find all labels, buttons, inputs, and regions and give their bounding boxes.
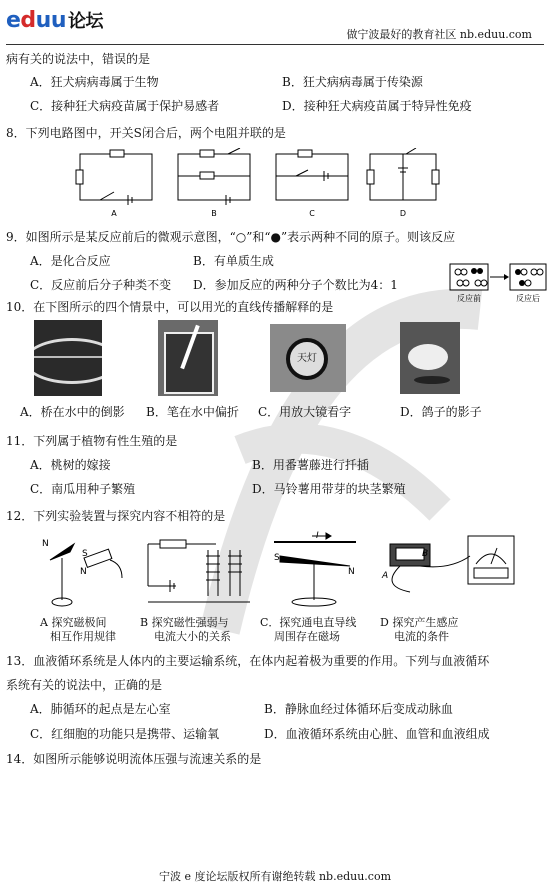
q8-circuit-diagrams (70, 148, 450, 220)
experiment-b (148, 540, 250, 602)
q13-option-c: C．红细胞的功能只是携带、运输氧 (30, 727, 220, 741)
q14-stem: 14．如图所示能够说明流体压强与流速关系的是 (6, 752, 262, 766)
q10-photo-magnifier (270, 324, 346, 392)
exp-d-mark-b: B (422, 549, 429, 559)
q13-stem-line1: 13．血液循环系统是人体内的主要运输系统，在体内起着极为重要的作用。下列与血液循环 (6, 654, 490, 668)
q11-option-b: B．用番薯藤进行扦插 (252, 458, 369, 472)
q7-option-d: D．接种狂犬病疫苗属于特异性免疫 (282, 99, 472, 113)
q12-caption-c (260, 616, 356, 644)
q12-caption-d-line2: 电流的条件 (394, 630, 449, 643)
q10-caption-d: D．鸽子的影子 (400, 405, 482, 419)
q9-stem: 9．如图所示是某反应前后的微观示意图，“○”和“●”表示两种不同的原子。则该反应 (6, 230, 456, 244)
q9-option-a: A．是化合反应 (30, 254, 111, 268)
circuit-d (367, 148, 439, 200)
q12-caption-d (380, 616, 458, 644)
exp-a-mark-n: N (42, 539, 49, 549)
q12-stem: 12．下列实验装置与探究内容不相符的是 (6, 509, 226, 523)
q13-option-b: B．静脉血经过体循环后变成动脉血 (264, 702, 453, 716)
exp-c-mark-s: S (274, 553, 280, 563)
header-tagline: 做宁波最好的教育社区 nb.eduu.com (346, 28, 532, 41)
q12-caption-a-line1: A 探究磁极间 (40, 616, 107, 629)
q12-caption-d-line1: D 探究产生感应 (380, 616, 459, 629)
experiment-d (390, 536, 514, 592)
q12-caption-b-line2: 电流大小的关系 (154, 630, 231, 643)
q12-caption-c-line1: C．探究通电直导线 (260, 616, 357, 629)
q7-option-c: C．接种狂犬病疫苗属于保护易感者 (30, 99, 220, 113)
magnifier-lens-text: 天灯 (286, 338, 328, 380)
logo-suffix: 论坛 (68, 11, 103, 32)
circuit-c-label: C (309, 209, 315, 218)
q9-option-c: C．反应前后分子种类不变 (30, 278, 172, 292)
q10-photo-bridge (34, 320, 102, 396)
circuit-a-label: A (111, 209, 117, 218)
page-footer: 宁波 e 度论坛版权所有谢绝转载 nb.eduu.com (158, 870, 392, 883)
q7-option-b: B．狂犬病病毒属于传染源 (282, 75, 423, 89)
circuit-b-label: B (211, 209, 217, 218)
site-logo: eduu 论坛 (6, 8, 103, 33)
experiment-c (274, 533, 356, 606)
exp-c-mark-i: I (316, 531, 319, 541)
exp-a-mark-n2: N (80, 567, 87, 577)
header-divider (6, 44, 544, 45)
q13-option-d: D．血液循环系统由心脏、血管和血液组成 (264, 727, 490, 741)
q10-caption-a: A．桥在水中的倒影 (20, 405, 125, 419)
reaction-before-label: 反应前 (457, 294, 481, 303)
circuit-a (76, 150, 152, 205)
q9-reaction-diagram (448, 262, 548, 304)
q10-stem: 10．在下图所示的四个情景中，可以用光的直线传播解释的是 (6, 300, 334, 314)
q12-caption-a (40, 616, 116, 644)
q12-caption-b-line1: B 探究磁性强弱与 (140, 616, 229, 629)
q13-stem-line2: 系统有关的说法中，正确的是 (6, 678, 163, 692)
q9-option-d: D．参加反应的两种分子个数比为4：1 (193, 278, 398, 292)
exp-c-mark-n: N (348, 567, 355, 577)
q12-experiment-figures (30, 530, 530, 614)
q11-stem: 11．下列属于植物有性生殖的是 (6, 434, 178, 448)
q8-stem: 8．下列电路图中，开关S闭合后，两个电阻并联的是 (6, 126, 286, 140)
q12-caption-c-line2: 周围存在磁场 (274, 630, 340, 643)
exp-d-mark-a: A (382, 571, 389, 581)
circuit-b (178, 148, 250, 205)
reaction-after-label: 反应后 (516, 294, 540, 303)
circuit-d-label: D (399, 209, 407, 218)
q10-photo-pigeon (400, 322, 460, 394)
q7-option-a: A．狂犬病病毒属于生物 (30, 75, 159, 89)
q10-photo-pen-in-water (158, 320, 218, 396)
circuit-c (276, 150, 348, 200)
q9-option-b: B．有单质生成 (193, 254, 274, 268)
q12-caption-a-line2: 相互作用规律 (50, 630, 116, 643)
q11-option-d: D．马铃薯用带芽的块茎繁殖 (252, 482, 406, 496)
q10-caption-c: C．用放大镜看字 (258, 405, 352, 419)
q11-option-c: C．南瓜用种子繁殖 (30, 482, 136, 496)
q11-option-a: A．桃树的嫁接 (30, 458, 111, 472)
q10-caption-b: B．笔在水中偏折 (146, 405, 239, 419)
q7-stem-tail: 病有关的说法中，错误的是 (6, 52, 151, 66)
q12-caption-b (140, 616, 231, 644)
q13-option-a: A．肺循环的起点是左心室 (30, 702, 171, 716)
exp-a-mark-s: S (82, 549, 88, 559)
